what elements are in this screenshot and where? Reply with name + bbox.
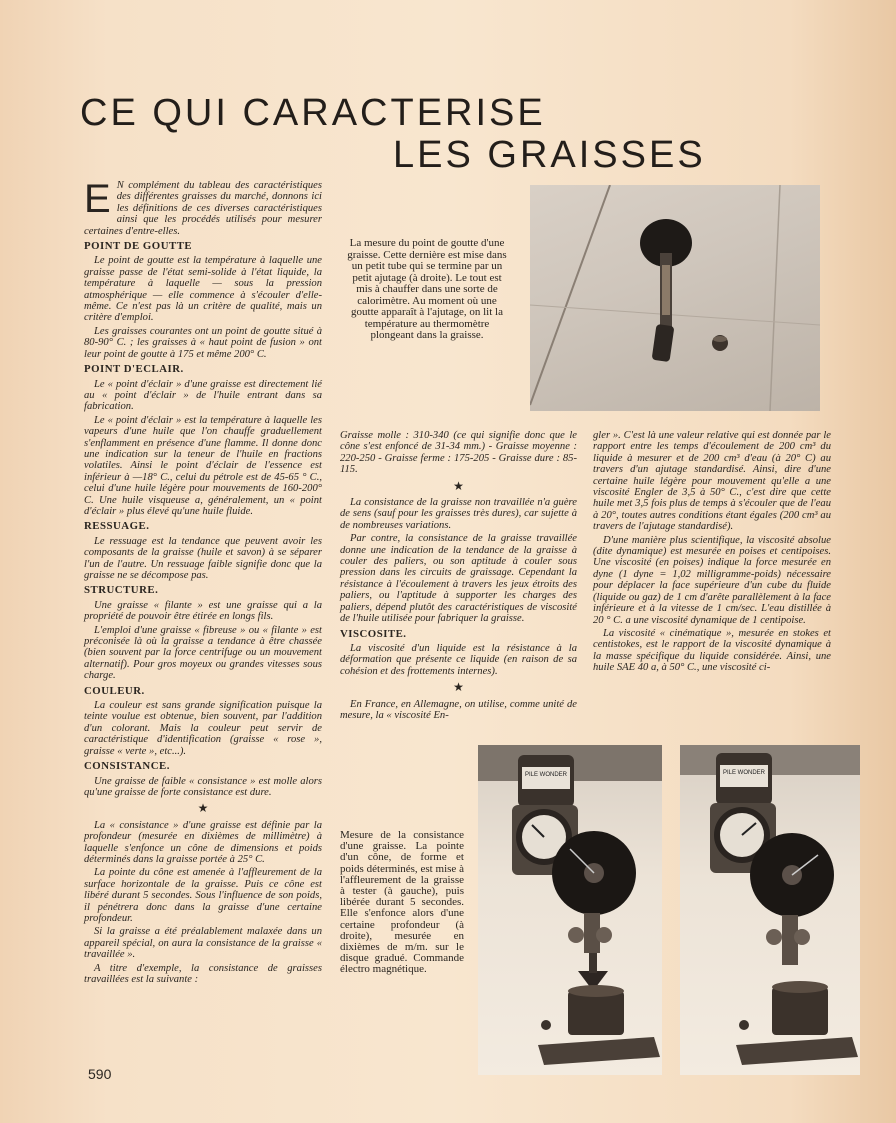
viscosite-paragraph-2: En France, en Allemagne, on utilise, comme unité de mesure, la « viscosité En- [340, 698, 577, 721]
dropping-point-tube-illustration [530, 185, 820, 411]
eclair-paragraph-1: Le « point d'éclair » d'une graisse est directement lié au « point d'éclair » de l'huile entrant dans sa fabrication. [84, 378, 322, 413]
goutte-paragraph-2: Les graisses courantes ont un point de goutte situé à 80-90° C. ; les graisses à « haut point de fusion » ont leur point de goutte à 175 et même 200° C. [84, 325, 322, 360]
heading-point-de-goutte: POINT DE GOUTTE [84, 240, 193, 253]
drop-cap: E [84, 177, 111, 221]
caption-point-de-goutte: La mesure du point de goutte d'une graisse. Cette dernière est mise dans un petit tube qui se termine par un petit ajutage (à droite). Le tout est mis à chauffer dans une sorte de calorimètre. Au moment où une goutte apparaît à l'ajutage, on lit la température au thermomètre plongeant dans la graisse. [347, 237, 507, 341]
consistance-values: Graisse molle : 310-340 (ce qui signifie donc que le cône s'est enfoncé de 31-34 mm.) - Graisse moyenne : 220-250 - Graisse ferme : 175-205 - Graisse dure : 85-115. [340, 430, 577, 476]
goutte-paragraph-1: Le point de goutte est la température à laquelle une graisse passe de l'état semi-solide à l'état liquide, la température à laquelle — sous la pression atmosphérique — elle commence à s'écouler d'elle-même. Ce n'est pas là un critère de qualité, mais un critère d'emploi. [84, 255, 322, 324]
viscosite-paragraph-1: La viscosité d'un liquide est la résistance à la déformation que présente ce liquide (en raison de sa cohésion et des frottements internes). [340, 642, 577, 677]
penetrometer-left-illustration [478, 745, 662, 1075]
heading-viscosite: VISCOSITE. [340, 627, 407, 640]
consistance-paragraph-2: La « consistance » d'une graisse est définie par la profondeur (mesurée en dixièmes de millimètre) à laquelle s'enfonce un cône de dimensions et poids déterminés dans la graisse portée à 25° C. [84, 819, 322, 865]
structure-paragraph-2: L'emploi d'une graisse « fibreuse » ou « filante » est préconisée là où la graisse a tendance à être chassée (bien souvent par la force centrifuge ou un mouvement alternatif). Pour gros moyeux ou grandes vitesses sous charge. [84, 624, 322, 682]
device-brand-label-right: PILE WONDER [722, 770, 766, 776]
title-line-1: CE QUI CARACTERISE [80, 92, 546, 134]
consistance-paragraph-4: Si la graisse a été préalablement malaxée dans un appareil spécial, on aura la consistance de la graisse « travaillée ». [84, 926, 322, 961]
structure-paragraph-1: Une graisse « filante » est une graisse qui a la propriété de pouvoir être étirée en longs fils. [84, 599, 322, 623]
eclair-paragraph-2: Le « point d'éclair » est la température à laquelle les vapeurs d'une huile que l'on chauffe graduellement s'enflamment en présence d'une flamme. Il donne donc une indication sur la teneur de l'huile en fractions volatiles. Ainsi le point d'éclair de l'essence est inférieur à —18° C., celui du pétrole est de 45-65 ° C., celui d'une huile légère pour mouvements de 160-200° C. Une huile visqueuse a, généralement, un « point d'éclair » plus élevé qu'une huile fluide. [84, 414, 322, 517]
consistance-paragraph-5: A titre d'exemple, la consistance de graisses travaillées est la suivante : [84, 962, 322, 985]
engler-paragraph: gler ». C'est là une valeur relative qui est donnée par le rapport entre les temps d'écoulement de 200 cm³ du liquide à mesurer et de 200 cm³ d'eau (à 20° C) au travers d'un ajutage standardisé. Ainsi, dire d'une certaine huile légère pour mouvement qu'elle a une viscosité Engler de 3,5 à 50° C., c'est dire que cette huile met 3,5 fois plus de temps à s'écouler que de l'eau à 20°, toutes autres conditions étant égales (200 cm³ au travers de l'ajutage standardisé). [593, 430, 831, 533]
device-brand-label-left: PILE WONDER [524, 772, 568, 778]
photo-penetrometer-right [680, 745, 860, 1075]
star-separator-3: ★ [453, 680, 464, 695]
star-separator: ★ [197, 801, 209, 816]
left-column [84, 177, 322, 987]
heading-point-eclair: POINT D'ECLAIR. [84, 363, 184, 376]
star-separator-2: ★ [453, 478, 464, 493]
consistance-paragraph-1: Une graisse de faible « consistance » est molle alors qu'une graisse de forte consistance est dure. [84, 775, 322, 798]
title-line-2: LES GRAISSES [393, 134, 706, 176]
intro-paragraph [84, 177, 322, 237]
penetrometer-right-illustration [680, 745, 860, 1075]
middle-paragraph-2: Par contre, la consistance de la graisse travaillée donne une indication de la tendance de la graisse à couler des paliers, ou son aptitude à couler sous pression dans les circuits de graissage. Cependant la résistance à l'écoulement à travers les jeux étroits des paliers, ou l'aptitude à supporter les charges des paliers, dépend plutôt des caractéristiques de viscosité de l'huile utilisée pour fabriquer la graisse. [340, 533, 577, 625]
couleur-paragraph: La couleur est sans grande signification puisque la teinte voulue est obtenue, bien souvent, par l'addition d'un colorant. Mais la couleur peut servir de caractéristique d'identification (graisse « rose », graisse « verte », etc...). [84, 700, 322, 757]
page-number: 590 [88, 1066, 112, 1082]
right-column [593, 430, 831, 676]
viscosite-cinematique-paragraph: La viscosité « cinématique », mesurée en stokes et centistokes, est le rapport de la viscosité dynamique à la masse spécifique du liquide considérée. Ainsi, une huile SAE 40 a, à 50° C., une viscosité ci- [593, 627, 831, 674]
caption-consistance: Mesure de la consistance d'une graisse. La pointe d'un cône, de forme et poids déterminés, est mise à l'affleurement de la graisse à tester (à gauche), puis libérée durant 5 secondes. Elle s'enfonce alors d'une certaine profondeur (à droite), mesurée en dixièmes de m/m. sur le disque gradué. Commande électro magnétique. [340, 829, 464, 976]
photo-penetrometer-left [478, 745, 662, 1075]
middle-column [340, 430, 577, 723]
photo-point-de-goutte [530, 185, 820, 411]
middle-paragraph-1: La consistance de la graisse non travaillée n'a guère de sens (sauf pour les graisses très dures), car sujette à de nombreuses variations. [340, 497, 577, 531]
viscosite-absolue-paragraph: D'une manière plus scientifique, la viscosité absolue (dite dynamique) est mesurée en poises et centipoises. Une viscosité (en poises) indique la force mesurée en dyne (1 dyne = 1,02 milligramme-poids) nécessaire pour déplacer la face supérieure d'un cube du fluide (liquide ou gaz) de 1 cm d'arête parallèlement à la face inférieure et à la vitesse de 1 cm/sec. L'eau distillée à 20 ° C. a une viscosité dynamique de 1 centipoise. [593, 534, 831, 626]
heading-ressuage: RESSUAGE. [84, 520, 150, 533]
heading-couleur: COULEUR. [84, 684, 145, 697]
heading-structure: STRUCTURE. [84, 584, 159, 597]
heading-consistance: CONSISTANCE. [84, 760, 170, 773]
intro-text: N complément du tableau des caractéristiques des différentes graisses du marché, donnons ici les définitions de ces diverses caractéristiques ainsi que les procédés utilisés pour mesurer certaines d'entre-elles. [84, 180, 322, 237]
consistance-paragraph-3: La pointe du cône est amenée à l'affleurement de la surface horizontale de la graisse. Puis ce cône est libéré durant 5 secondes. Sous l'influence de son poids, il pénétrera donc dans la graisse d'une certaine profondeur. [84, 867, 322, 924]
ressuage-paragraph: Le ressuage est la tendance que peuvent avoir les composants de la graisse (huile et savon) à se séparer l'un de l'autre. Un ressuage faible signifie donc que la graisse ne se décompose pas. [84, 535, 322, 581]
